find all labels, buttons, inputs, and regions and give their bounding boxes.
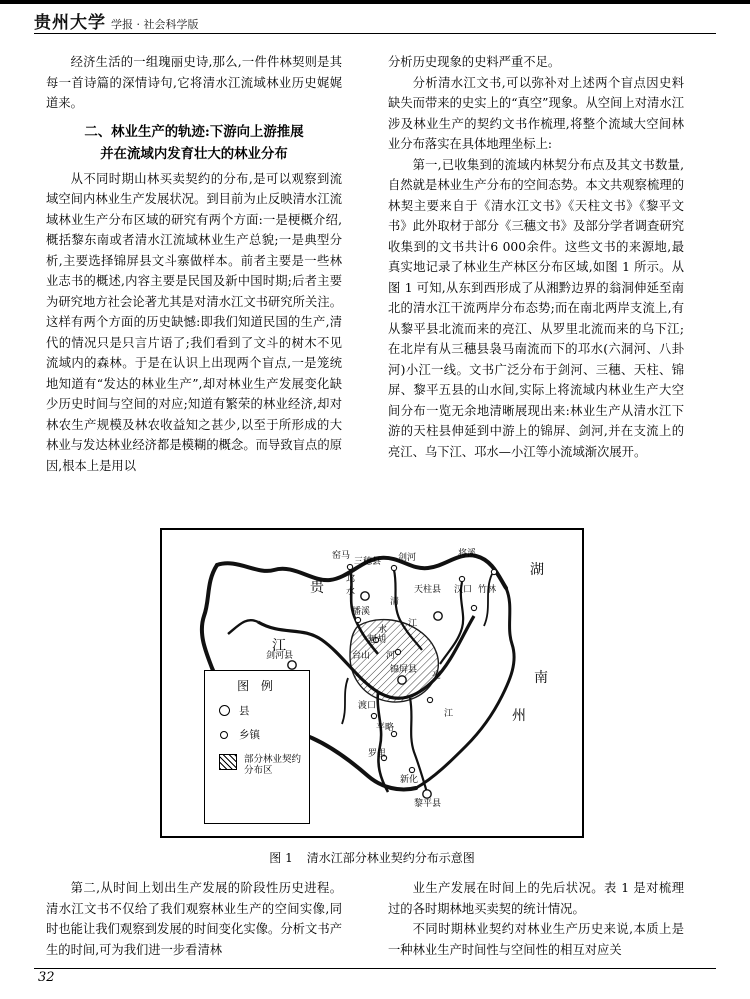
svg-text:河: 河 <box>386 651 396 661</box>
svg-text:黎平县: 黎平县 <box>414 799 442 809</box>
paragraph: 不同时期林业契约对林业生产历史来说,本质上是一种林业生产时间性与空间性的相互对应关 <box>388 922 684 957</box>
svg-text:渡口: 渡口 <box>358 701 377 711</box>
map-label-province-hu: 湖 <box>530 562 545 578</box>
svg-text:窑马: 窑马 <box>332 551 351 561</box>
legend-label-line1: 部分林业契约 <box>244 754 302 765</box>
paragraph: 第一,已收集到的流域内林契分布点及其文书数量,自然就是林业生产分布的空间态势。本文共观察梳理的林契主要来自于《清水江文书》《天柱文书》《黎平文书》此外取材于部分《三穗文书》及部分学者调查研究收集到的文书共计6 000余件。这些文书的来源地,最真实地记录了林业生产林区分布区域,如图 1 所示。从图 1 可知,从东到西形成了从湘黔边界的翁洞伸延至南北的清水江干流两岸分布态势;而在南北两岸支流上,有从黎平县北流而来的亮江、从罗里北流而来的乌下江;在北岸有从三穗县袅马南流而下的邛水(六洞河、八卦河)小江一线。文书广泛分布于剑河、三穗、天柱、锦屏、黎平五县的山水间,实际上将流域内林业生产大空间分布一览无余地清晰展现出来:林业生产从清水江下游的天柱县伸延到中游上的锦屏、剑河,并在支流上的亮江、乌下江、邛水—小江等小流域渐次展开。 <box>388 157 684 459</box>
svg-text:江: 江 <box>444 709 454 719</box>
svg-text:清: 清 <box>390 597 400 607</box>
svg-text:竹林: 竹林 <box>478 585 497 595</box>
legend-item-town <box>219 727 309 742</box>
page-number: 32 <box>38 970 55 985</box>
svg-text:剑河: 剑河 <box>398 553 417 563</box>
footer-divider <box>34 968 716 969</box>
legend-label: 县 <box>239 705 250 717</box>
map-label-province-gui: 贵 <box>310 580 325 596</box>
svg-text:三穗县: 三穗县 <box>354 557 382 567</box>
journal-title: 贵州大学 <box>34 13 106 33</box>
paragraph: 第二,从时间上划出生产发展的阶段性历史进程。清水江文书不仅给了我们观察林业生产的空间实像,同时也能让我们观察到发展的时间变化实像。分析文书产生的时间,可为我们进一步看清林 <box>46 881 342 957</box>
svg-text:将溪: 将溪 <box>458 549 477 559</box>
section-heading-line-1: 二、林业生产的轨迹:下游向上游推展 <box>84 123 304 140</box>
header-divider <box>34 33 716 34</box>
map-label-province-zhou: 江 <box>272 638 287 654</box>
left-column-bottom <box>46 878 342 960</box>
legend-label-wrap <box>244 754 301 776</box>
page-header <box>0 0 750 36</box>
legend-label-line2: 分布区 <box>244 765 273 776</box>
svg-text:水: 水 <box>378 625 388 635</box>
circle-small-icon <box>220 731 228 739</box>
section-heading-line-2: 并在流域内发育壮大的林业分布 <box>100 145 288 162</box>
figure-number: 图 1 <box>269 851 293 865</box>
svg-text:台山: 台山 <box>352 651 371 661</box>
paragraph: 分析清水江文书,可以弥补对上述两个盲点因史料缺失而带来的史实上的“真空”现象。从空间上对清水江涉及林业生产的契约文书作梳理,将整个流域大空间林业分布落实在具体地理坐标上: <box>388 75 684 151</box>
svg-text:亮: 亮 <box>432 671 442 681</box>
figure-map <box>160 528 584 838</box>
map-label-province-nan: 南 <box>534 670 549 686</box>
svg-text:新化: 新化 <box>400 775 419 785</box>
svg-text:播溪: 播溪 <box>352 607 371 617</box>
hatch-swatch-icon <box>219 754 237 770</box>
journal-subtitle: 学报 · 社会科学版 <box>111 18 199 31</box>
svg-text:邛: 邛 <box>346 575 356 585</box>
svg-text:锦屏县: 锦屏县 <box>390 665 418 675</box>
right-column-bottom <box>388 878 684 960</box>
map-label-province-zhou2: 州 <box>512 708 527 724</box>
svg-text:江: 江 <box>408 619 418 629</box>
paragraph: 业生产发展在时间上的先后状况。表 1 是对梳理过的各时期林地买卖契的统计情况。 <box>388 881 684 916</box>
header-top-bar <box>0 0 750 4</box>
figure-caption-text: 清水江部分林业契约分布示意图 <box>306 851 475 865</box>
paragraph: 从不同时期山林买卖契约的分布,是可以观察到流域空间内林业生产发展状况。到目前为止反映清水江流域林业生产分布区域的研究有两个方面:一是梗概介绍,概括黎东南或者清水江流域林业生产总貌;一是典型分析,主要选择锦屏县文斗寨做样本。前者主要是一些林业志书的概述,内容主要是民国及新中国时期;后者主要为研究地方社会论著尤其是对清水江文书研究所关注。这样有两个方面的历史缺憾:即我们知道民国的生产,清代的情况只是只言片语了;我们看到了文斗的树木不见流域内的森林。于是在认识上出现两个盲点,一是笼统地知道有“发达的林业生产”,却对林业生产发展变化缺少历史时间与空间的对应;知道有繁荣的林业经济,却对林农生产规模及林农收益知之甚少,以至于所形成的大林业与发达林业经济都是模糊的概念。而导致盲点的原因,根本上是用以 <box>46 171 342 473</box>
paragraph: 经济生活的一组瑰丽史诗,那么,一件件林契则是其每一首诗篇的深情诗句,它将清水江流域林业历史娓娓道来。 <box>46 55 342 110</box>
legend-item-county <box>219 703 309 718</box>
journal-masthead <box>34 8 199 33</box>
section-heading <box>46 121 342 165</box>
svg-text:平略: 平略 <box>376 723 395 733</box>
svg-text:罗里: 罗里 <box>368 749 387 759</box>
figure-caption <box>160 849 584 866</box>
legend-title: 图 例 <box>237 679 277 693</box>
paragraph: 分析历史现象的史料严重不足。 <box>388 55 561 69</box>
map-legend <box>204 670 310 824</box>
svg-text:剑河县: 剑河县 <box>266 651 294 661</box>
left-column <box>46 52 342 476</box>
legend-item-contract-area <box>219 754 309 776</box>
circle-large-icon <box>219 705 230 716</box>
svg-text:天柱县: 天柱县 <box>414 585 442 595</box>
right-column <box>388 52 684 462</box>
svg-text:汉口: 汉口 <box>454 585 473 595</box>
svg-text:魁胡: 魁胡 <box>368 635 387 645</box>
legend-label: 乡镇 <box>239 729 260 741</box>
svg-text:水: 水 <box>346 587 356 597</box>
